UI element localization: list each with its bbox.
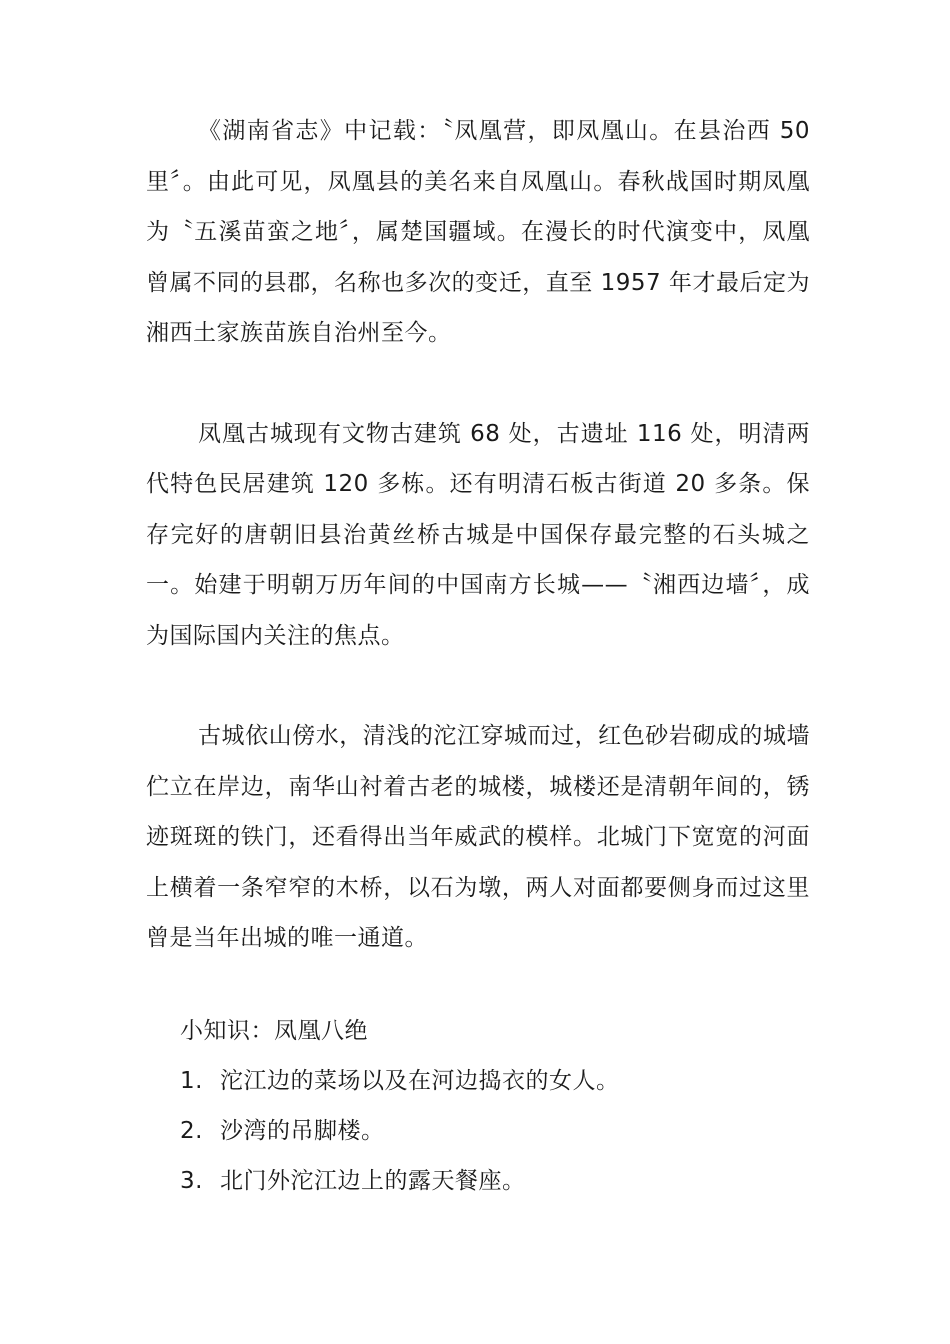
tips-section <box>180 1006 800 1206</box>
document-body <box>146 106 810 964</box>
list-item <box>180 1106 800 1156</box>
list-item <box>180 1156 800 1206</box>
paragraph-scenery: 古城依山傍水，清浅的沱江穿城而过，红色砂岩砌成的城墙伫立在岸边，南华山衬着古老的城楼，城楼还是清朝年间的，锈迹斑斑的铁门，还看得出当年威武的模样。北城门下宽宽的河面上横着一条窄窄的木桥，以石为墩，两人对面都要侧身而过这里曾是当年出城的唯一通道。 <box>146 723 810 951</box>
list-item-text: 北门外沱江边上的露天餐座。 <box>220 1168 526 1194</box>
paragraph-heritage: 凤凰古城现有文物古建筑 68 处，古遗址 116 处，明清两代特色民居建筑 120 多栋。还有明清石板古街道 20 多条。保存完好的唐朝旧县治黄丝桥古城是中国保存最完整的石头城之一。始建于明朝万历年间的中国南方长城——〝湘西边墙〞，成为国际国内关注的焦点。 <box>146 420 810 649</box>
list-item-text: 沙湾的吊脚楼。 <box>220 1118 385 1144</box>
paragraph-history: 《湖南省志》中记载：〝凤凰营，即凤凰山。在县治西 50 里〞。由此可见，凤凰县的美名来自凤凰山。春秋战国时期凤凰为〝五溪苗蛮之地〞，属楚国疆域。在漫长的时代演变中，凤凰曾属不同的县郡，名称也多次的变迁，直至 1957 年才最后定为湘西土家族苗族自治州至今。 <box>146 118 810 346</box>
tips-title: 小知识：凤凰八绝 <box>180 1018 368 1044</box>
list-item-number: 3. <box>180 1168 203 1194</box>
list-item-text: 沱江边的菜场以及在河边捣衣的女人。 <box>220 1068 620 1094</box>
list-item-number: 2. <box>180 1118 203 1144</box>
tips-list <box>180 1056 800 1206</box>
list-item <box>180 1056 800 1106</box>
list-item-number: 1. <box>180 1068 203 1094</box>
